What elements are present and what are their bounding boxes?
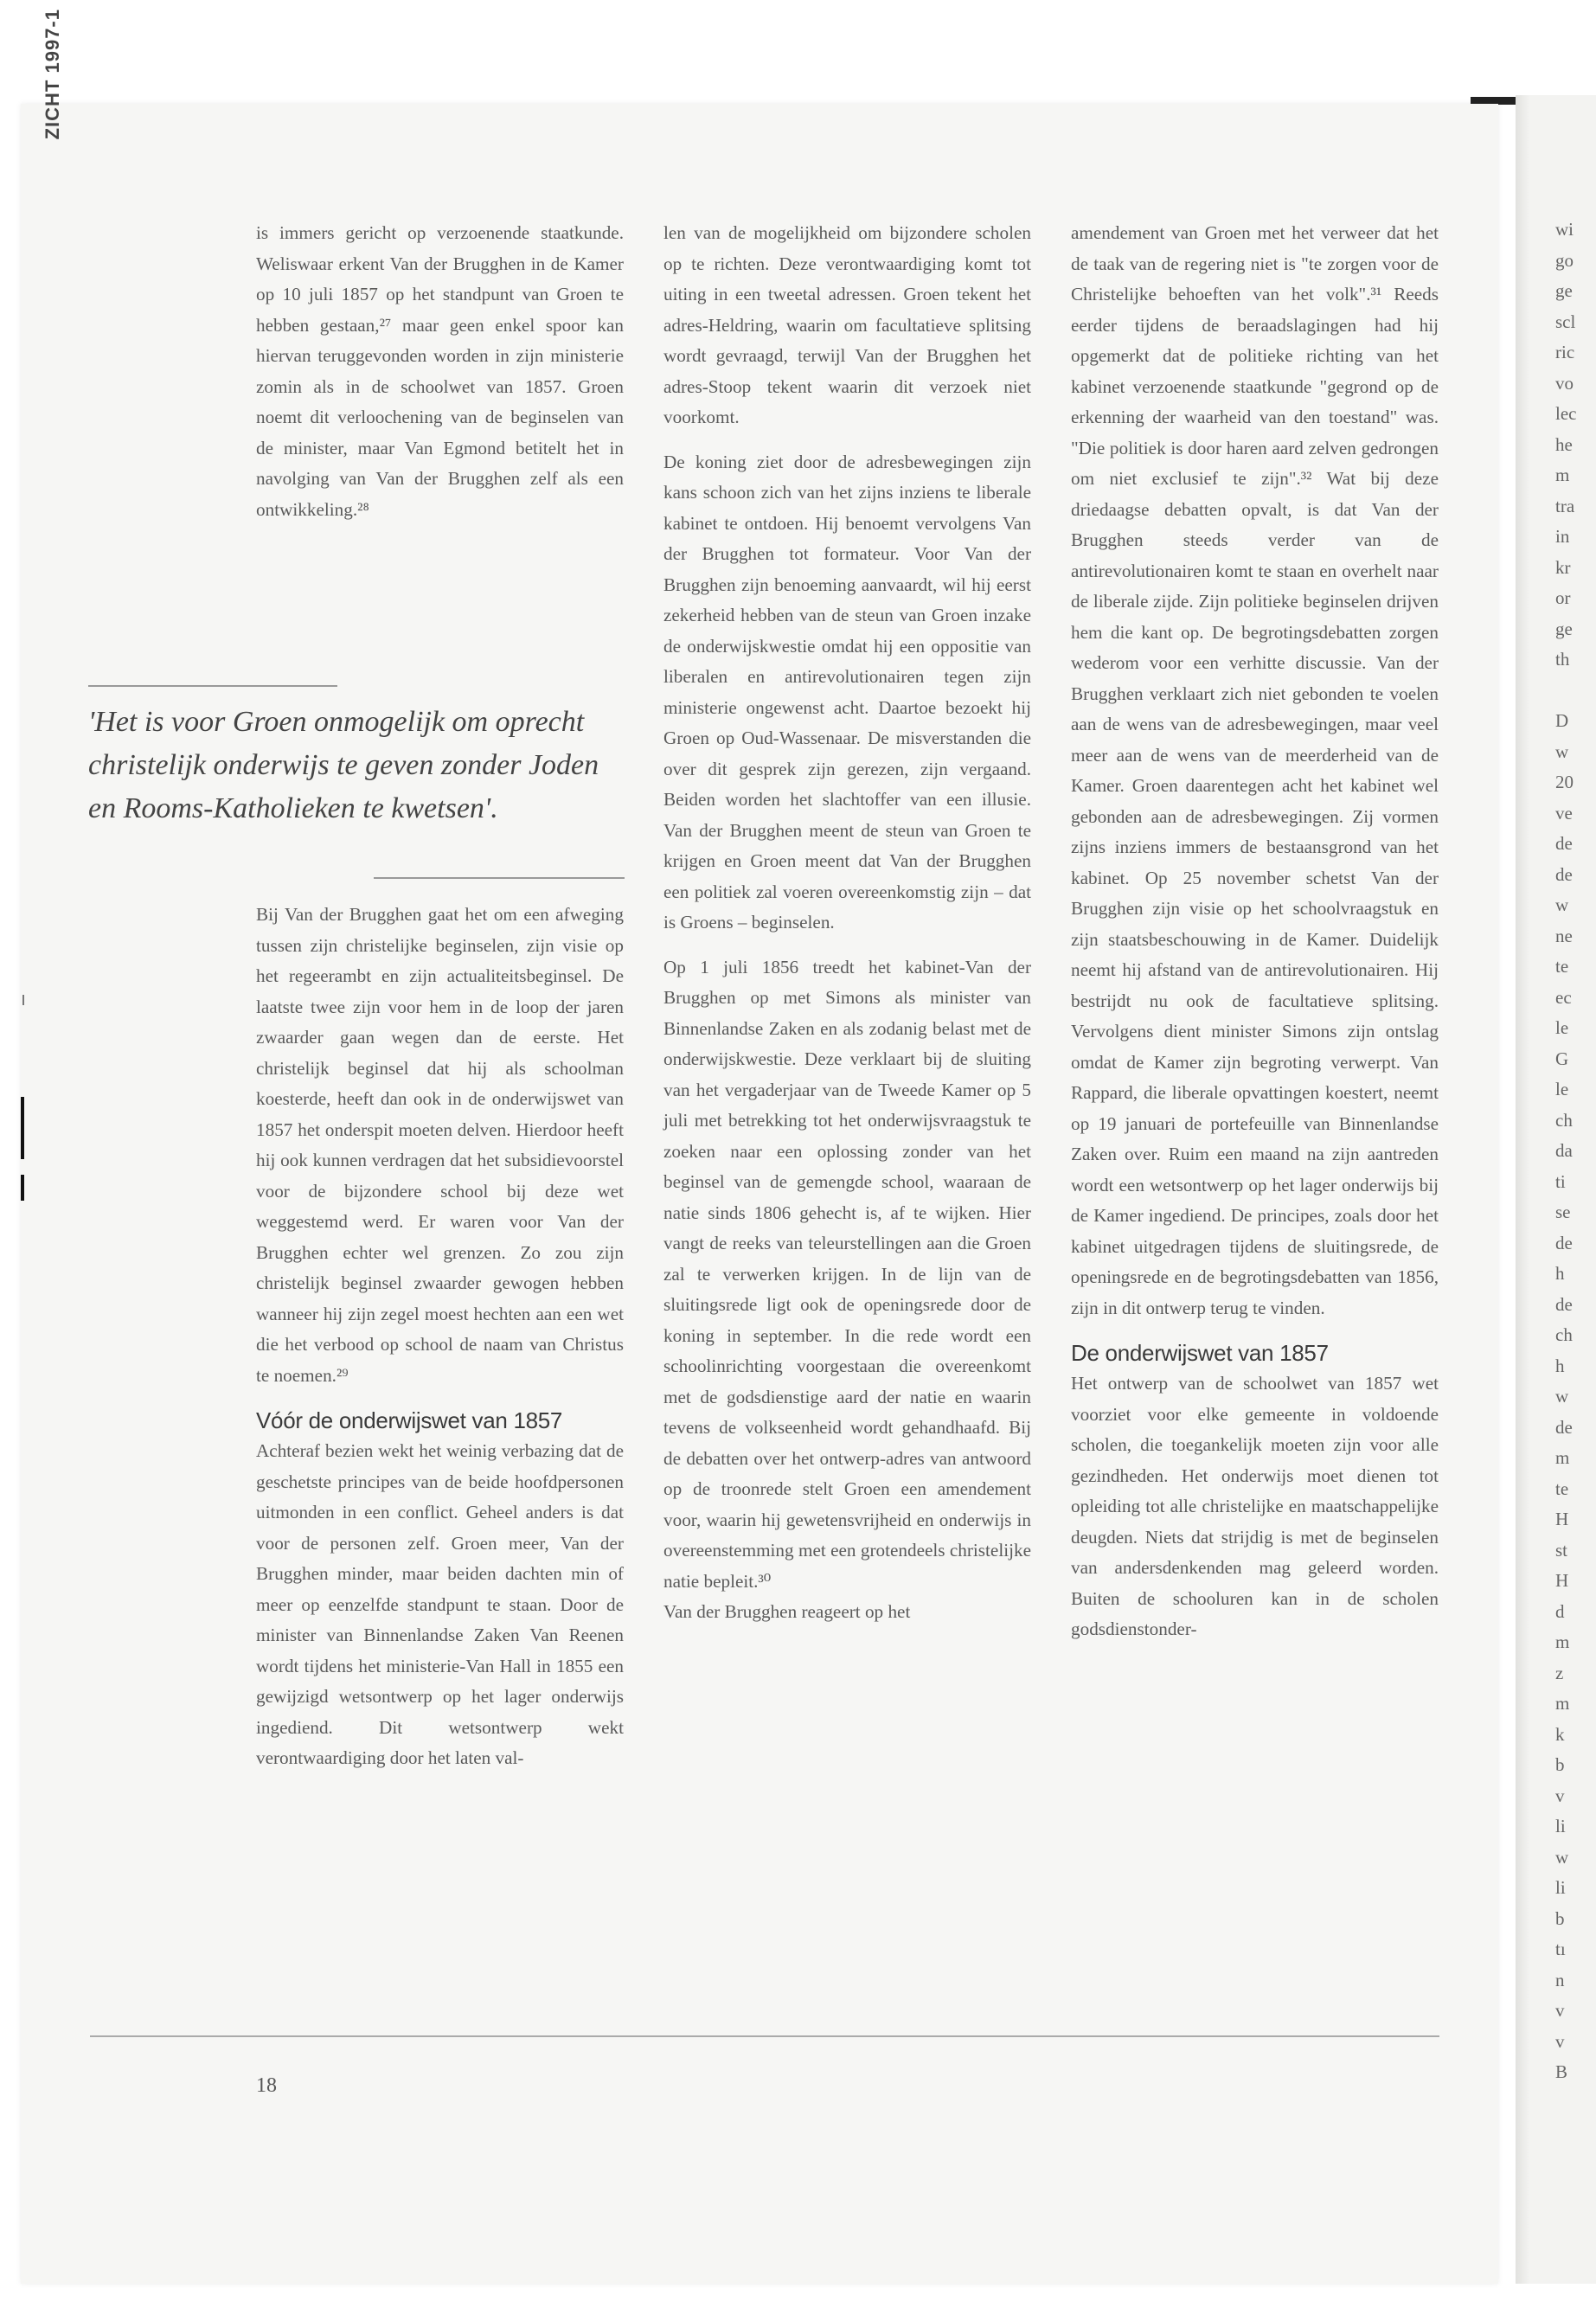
facing-page-fragment: se bbox=[1555, 1202, 1571, 1222]
facing-page-fragment: ne bbox=[1555, 925, 1573, 946]
facing-page-fragment: li bbox=[1555, 1877, 1566, 1898]
facing-page-fragment: de bbox=[1555, 1416, 1573, 1438]
facing-page-fragment: tı bbox=[1555, 1939, 1566, 1959]
facing-page-fragment: ge bbox=[1555, 618, 1573, 639]
facing-page-fragment: wi bbox=[1555, 219, 1574, 240]
facing-page-fragment: in bbox=[1555, 526, 1570, 547]
pull-quote-rule-top bbox=[88, 685, 337, 687]
facing-page-fragment: 20 bbox=[1555, 772, 1574, 792]
margin-mark bbox=[22, 995, 24, 1005]
facing-page bbox=[1516, 95, 1596, 2284]
facing-page-fragment: ric bbox=[1555, 342, 1575, 362]
facing-page-fragment: th bbox=[1555, 649, 1570, 670]
facing-page-fragment: b bbox=[1555, 1754, 1565, 1775]
facing-page-fragment: le bbox=[1555, 1079, 1569, 1099]
facing-page-fragment: D bbox=[1555, 710, 1569, 731]
paragraph: Van der Brugghen reageert op het bbox=[663, 1601, 911, 1622]
facing-page-fragment: li bbox=[1555, 1816, 1566, 1836]
facing-page-fragment: ec bbox=[1555, 986, 1572, 1008]
facing-page-fragment: ve bbox=[1555, 802, 1573, 824]
facing-page-fragment: ti bbox=[1555, 1170, 1566, 1192]
pull-quote-text: 'Het is voor Groen onmogelijk om oprecht christelijk onderwijs te geven zonder Joden en Rooms-Katholieken te kwetsen'. bbox=[88, 706, 599, 824]
facing-page-fragment: de bbox=[1555, 1232, 1573, 1253]
page-number: 18 bbox=[256, 2074, 277, 2097]
facing-page-fragment: le bbox=[1555, 1017, 1569, 1038]
facing-page-fragment: w bbox=[1555, 1846, 1569, 1868]
facing-page-fragment: he bbox=[1555, 433, 1573, 455]
facing-page-fragment: v bbox=[1555, 2000, 1565, 2021]
facing-page-fragment: z bbox=[1555, 1662, 1564, 1683]
facing-page-fragment: H bbox=[1555, 1570, 1569, 1591]
section-heading: De onderwijswet van 1857 bbox=[1071, 1340, 1329, 1366]
facing-page-fragment: m bbox=[1555, 1447, 1570, 1468]
paragraph: De koning ziet door de adresbewegingen zijn kans schoon zich van het zijns inziens te liberale kabinet te ontdoen. Hij benoemt vervolgens Van der Brugghen tot formateur. Voor Van der Brugghen zijn benoeming aanvaardt, wil hij eerst zekerheid hebben van de steun van Groen inzake de onderwijskwestie omdat hij een oppositie van liberalen en antirevolutionairen tegen zijn ministerie ongewenst acht. Daartoe bezoekt hij Groen op Oud-Wassenaar. De misverstanden die over dit gesprek zijn gerezen, zijn vergaand. Beiden worden het slachtoffer van een illusie. Van der Brugghen meent de steun van Groen te krijgen en Groen meent dat Van der Brugghen een politiek zal voeren overeenkomstig zijn – dat is Groens – beginselen. bbox=[663, 451, 1031, 933]
paragraph: Op 1 juli 1856 treedt het kabinet-Van der Brugghen op met Simons als minister van Binnenlandse Zaken en als zodanig belast met de onderwijskwestie. Deze verklaart bij de sluiting van het vergaderjaar van de Tweede Kamer op 5 juli met betrekking tot het onderwijsvraagstuk te zoeken naar een oplossing zonder van het beginsel van de gemengde school, waaraan de natie sinds 1806 gehecht is, af te wijken. Hier vangt de reeks van teleurstellingen aan die Groen zal te verwerken krijgen. In de lijn van de sluitingsrede ligt ook de openingsrede door de koning in september. In die rede wordt een schoolinrichting voorgestaan die overeenkomt met de godsdienstige aard der natie en waarin tevens de volkseenheid wordt gehandhaafd. Bij de debatten over het ontwerp-adres van antwoord op de troonrede stelt Groen een amendement voor, waarin hij gewetensvrijheid en onderwijs in overeenstemming met een grotendeels christelijke natie bepleit.³⁰ bbox=[663, 956, 1031, 1592]
paragraph: len van de mogelijkheid om bijzondere scholen op te richten. Deze verontwaardiging komt tot uiting in een tweetal adressen. Groen tekent het adres-Heldring, waarin om facultatieve splitsing wordt gevraagd, terwijl Van der Brugghen het adres-Stoop tekent waarin dit verzoek niet voorkomt. bbox=[663, 222, 1031, 427]
column-1-top bbox=[256, 218, 624, 539]
facing-page-fragment: d bbox=[1555, 1600, 1565, 1622]
facing-page-fragment: de bbox=[1555, 833, 1573, 854]
facing-page-fragment: H bbox=[1555, 1509, 1569, 1529]
facing-page-fragment: B bbox=[1555, 2061, 1568, 2082]
facing-page-fragment: ch bbox=[1555, 1324, 1573, 1345]
paragraph: is immers gericht op verzoenende staatkunde. Weliswaar erkent Van der Brugghen in de Kamer op 10 juli 1857 op het standpunt van Groen te hebben gestaan,²⁷ maar geen enkel spoor kan hiervan teruggevonden worden in zijn ministerie zomin als in de schoolwet van 1857. Groen noemt dit verloochening van de beginselen van de minister, maar Van Egmond betitelt het in navolging van Van der Brugghen zelf als een ontwikkeling.²⁸ bbox=[256, 222, 624, 520]
facing-page-fragment: n bbox=[1555, 1969, 1565, 1990]
facing-page-fragment: or bbox=[1555, 587, 1571, 608]
paragraph: Achteraf bezien wekt het weinig verbazing dat de geschetste principes van de beide hoofdpersonen uitmonden in een conflict. Geheel anders is dat voor de personen zelf. Groen meer, Van der Brugghen minder, maar beiden dachten min of meer op eenzelfde standpunt te staan. Door de minister van Binnenlandse Zaken Van Reenen wordt tijdens het ministerie-Van Hall in 1855 een gewijzigd wetsontwerp op het lager onderwijs ingediend. Dit wetsontwerp wekt verontwaardiging door het laten val- bbox=[256, 1440, 624, 1768]
margin-mark bbox=[21, 1097, 24, 1159]
facing-page-fragment: ge bbox=[1555, 280, 1573, 301]
facing-page-fragment: w bbox=[1555, 1386, 1569, 1407]
facing-page-fragment bbox=[1555, 676, 1596, 707]
facing-page-text-fragments bbox=[1555, 215, 1596, 2088]
facing-page-fragment: te bbox=[1555, 1477, 1569, 1499]
facing-page-fragment: G bbox=[1555, 1048, 1569, 1069]
facing-page-fragment: m bbox=[1555, 1631, 1570, 1652]
facing-page-fragment: m bbox=[1555, 465, 1570, 485]
facing-page-fragment: vo bbox=[1555, 372, 1574, 394]
pull-quote-rule-bottom bbox=[374, 877, 625, 879]
facing-page-fragment: m bbox=[1555, 1693, 1570, 1714]
facing-page-fragment: w bbox=[1555, 894, 1569, 915]
facing-page-fragment: k bbox=[1555, 1723, 1565, 1745]
facing-page-fragment: h bbox=[1555, 1263, 1565, 1284]
facing-page-fragment: de bbox=[1555, 1293, 1573, 1315]
facing-page-fragment: w bbox=[1555, 740, 1569, 762]
running-head: ZICHT 1997-1 bbox=[42, 9, 63, 140]
facing-page-fragment: v bbox=[1555, 2030, 1565, 2052]
facing-page-fragment: te bbox=[1555, 956, 1569, 977]
paragraph: Het ontwerp van de schoolwet van 1857 wet voorziet voor elke gemeente in voldoende scholen, die toegankelijk moeten zijn voor alle gezindheden. Het onderwijs moet dienen tot opleiding tot alle christelijke en maatschappelijke deugden. Niets dat strijdig is met de beginselen van andersdenkenden mag geleerd worden. Buiten de schooluren kan in de scholen godsdienstonder- bbox=[1071, 1373, 1439, 1639]
footer-rule bbox=[90, 2035, 1439, 2037]
facing-page-fragment: h bbox=[1555, 1355, 1565, 1376]
facing-page-fragment: v bbox=[1555, 1785, 1565, 1806]
facing-page-fragment: st bbox=[1555, 1539, 1568, 1561]
facing-page-fragment: de bbox=[1555, 863, 1573, 885]
facing-page-fragment: scl bbox=[1555, 311, 1576, 332]
facing-page-fragment: da bbox=[1555, 1140, 1573, 1161]
facing-page-fragment: ch bbox=[1555, 1109, 1573, 1131]
paragraph: amendement van Groen met het verweer dat het de taak van de regering niet is "te zorgen voor de Christelijke behoeften van het volk".³¹ Reeds eerder tijdens de beraadslagingen had hij opgemerkt dat de politieke richting van het kabinet verzoenende staatkunde "gegrond op de erkenning der waarheid van den toestand" was. "Die politiek is door haren aard zelven gedrongen om niet exclusief te zijn".³² Wat bij deze driedaagse debatten opvalt, is dat Van der Brugghen steeds verder van de antirevolutionairen komt te staan en overhelt naar de liberale zijde. Zijn politieke beginselen drijven hem die kant op. De begrotingsdebatten zorgen wederom voor een verhitte discussie. Van der Brugghen verklaart zich niet gebonden te voelen aan de wens van de adresbewegingen, maar veel meer aan de wens van de meerderheid van de Kamer. Groen daarentegen acht het kabinet wel gebonden aan de adresbewegingen. Zij vormen zijns inziens immers de bestaansgrond van het kabinet. Op 25 november schetst Van der Brugghen zijn visie op het schoolvraagstuk en zijn staatsbeschouwing in de Kamer. Duidelijk neemt hij afstand van de antirevolutionairen. Hij bestrijdt nu ook de facultatieve splitsing. Vervolgens dient minister Simons zijn ontslag omdat de Kamer zijn begroting verwerpt. Van Rappard, die liberale opvattingen koestert, neemt op 19 januari de portefeuille van Binnenlandse Zaken over. Ruim een maand na zijn aantreden wordt een wetsontwerp op het lager onderwijs bij de Kamer ingediend. De principes, zoals door het kabinet uitgedragen tijdens de sluitingsrede, de openingsrede en de begrotingsdebatten van 1856, zijn in dit ontwerp terug te vinden. bbox=[1071, 222, 1439, 1318]
facing-page-fragment: go bbox=[1555, 249, 1574, 271]
section-heading: Vóór de onderwijswet van 1857 bbox=[256, 1407, 563, 1433]
facing-page-fragment: kr bbox=[1555, 556, 1571, 578]
facing-page-fragment: tra bbox=[1555, 495, 1575, 516]
column-3 bbox=[1071, 218, 1439, 1645]
column-1-bottom bbox=[256, 900, 624, 1774]
paragraph: Bij Van der Brugghen gaat het om een afweging tussen zijn christelijke beginselen, zijn visie op het regeerambt en zijn actualiteitsbeginsel. De laatste twee zijn voor hem in de loop der jaren zwaarder gaan wegen dan de eerste. Het christelijk beginsel dat hij als schoolman koesterde, heeft dan ook in de onderwijswet van 1857 het onderspit moeten delven. Hierdoor heeft hij ook kunnen verdragen dat het subsidievoorstel voor de bijzondere school bij deze wet weggestemd werd. Er waren voor Van der Brugghen echter wel grenzen. Zo zou zijn christelijk beginsel zwaarder gewogen hebben wanneer hij zijn zegel moest hechten aan een wet die het verbood op school de naam van Christus te noemen.²⁹ bbox=[256, 904, 624, 1386]
column-2 bbox=[663, 218, 1031, 1628]
facing-page-fragment: lec bbox=[1555, 403, 1577, 424]
facing-page-fragment: b bbox=[1555, 1907, 1565, 1929]
margin-mark bbox=[21, 1175, 24, 1201]
